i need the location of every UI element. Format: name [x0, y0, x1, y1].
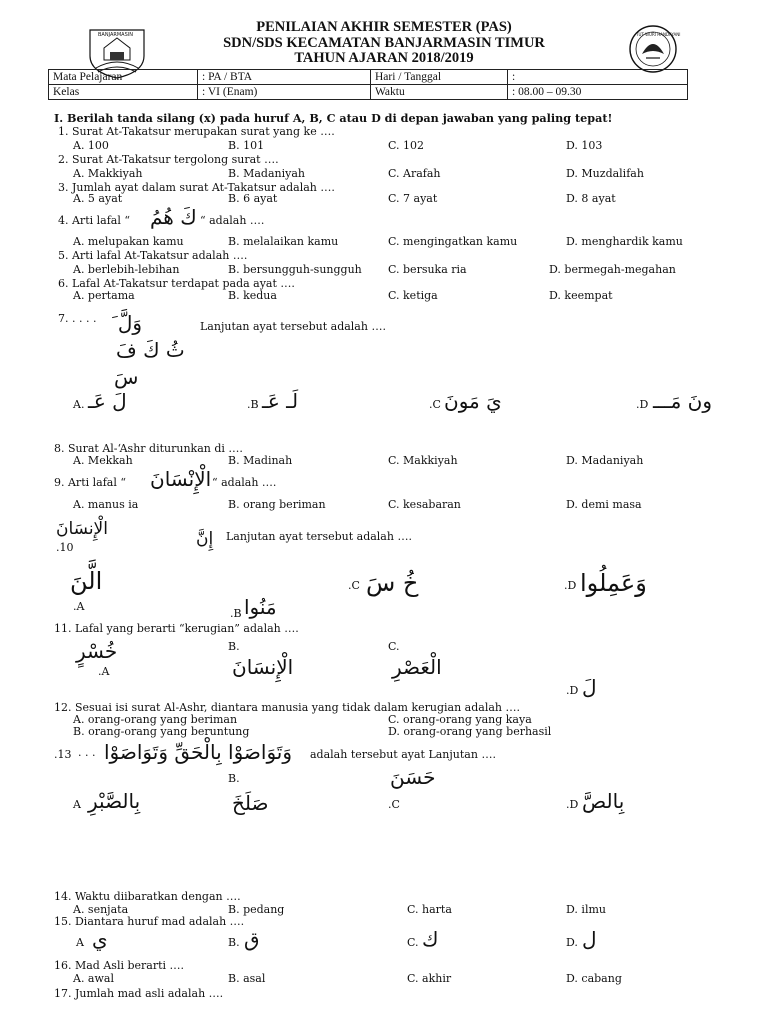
q6-option-a[interactable]: A. pertama	[73, 289, 135, 302]
day-date-value: :	[508, 70, 688, 85]
q12-option-d[interactable]: D. orang-orang yang berhasil	[388, 725, 552, 738]
question-13-number: .13	[54, 748, 72, 761]
q8-option-a[interactable]: A. Mekkah	[73, 454, 133, 467]
question-10-arabic-1: الْإِنسَانَ	[56, 519, 108, 539]
q5-option-c[interactable]: C. bersuka ria	[388, 263, 467, 276]
q11-option-a-label[interactable]: .A	[98, 665, 110, 678]
q10-option-b-label[interactable]: .B	[230, 607, 242, 620]
q10-option-d-label[interactable]: .D	[564, 579, 577, 592]
q16-option-a[interactable]: A. awal	[73, 972, 114, 985]
class-label: Kelas	[49, 85, 198, 100]
q13-option-b-label[interactable]: B.	[228, 772, 240, 785]
q8-option-b[interactable]: B. Madinah	[228, 454, 293, 467]
q3-option-d[interactable]: D. 8 ayat	[566, 192, 616, 205]
q6-option-d[interactable]: D. keempat	[549, 289, 613, 302]
question-13-dots: . . .	[78, 746, 96, 759]
time-value: : 08.00 – 09.30	[508, 85, 688, 100]
question-7-text: Lanjutan ayat tersebut adalah ….	[200, 320, 386, 333]
q13-option-a-arabic[interactable]: بِالصَّبْرِ	[88, 789, 141, 813]
section-instruction: I. Berilah tanda silang (x) pada huruf A, B, C atau D di depan jawaban yang paling tepat!	[54, 111, 613, 125]
q10-option-a-label[interactable]: .A	[73, 600, 85, 613]
question-8: 8. Surat Al-‘Ashr diturunkan di ….	[54, 442, 243, 455]
exam-header	[0, 20, 768, 67]
exam-info-table	[48, 69, 688, 100]
q1-option-c[interactable]: C. 102	[388, 139, 425, 152]
question-15: 15. Diantara huruf mad adalah ….	[54, 915, 245, 928]
banjarmasin-logo-text: BANJARMASIN	[98, 32, 133, 38]
header-year: TAHUN AJARAN 2018/2019	[294, 50, 474, 66]
question-7-arabic-3: سَ	[114, 365, 139, 389]
q9-option-c[interactable]: C. kesabaran	[388, 498, 461, 511]
question-4-suffix: “ adalah ….	[200, 214, 265, 227]
question-10-arabic-2: إِنَّ	[196, 529, 214, 549]
q11-option-d-label[interactable]: .D	[566, 684, 579, 697]
q7-option-d-arabic[interactable]: ونَ مَـــ	[653, 389, 712, 413]
q2-option-a[interactable]: A. Makkiyah	[73, 167, 143, 180]
q2-option-d[interactable]: D. Muzdalifah	[566, 167, 644, 180]
q7-option-c-label[interactable]: .C	[429, 398, 441, 411]
question-14: 14. Waktu diibaratkan dengan ….	[54, 890, 241, 903]
q16-option-d[interactable]: D. cabang	[566, 972, 622, 985]
tut-wuri-handayani-text: TUT WURI HANDAYANI	[636, 32, 681, 37]
q16-option-c[interactable]: C. akhir	[407, 972, 452, 985]
q3-option-b[interactable]: B. 6 ayat	[228, 192, 278, 205]
header-title: PENILAIAN AKHIR SEMESTER (PAS)	[256, 19, 512, 35]
subject-label: Mata Pelajaran	[49, 70, 198, 85]
q9-option-a[interactable]: A. manus ia	[73, 498, 139, 511]
time-label: Waktu	[371, 85, 508, 100]
q1-option-d[interactable]: D. 103	[566, 139, 603, 152]
q15-option-b-label[interactable]: B.	[228, 936, 240, 949]
q4-option-d[interactable]: D. menghardik kamu	[566, 235, 683, 248]
question-4-arabic: كَ هُمُ	[150, 205, 197, 229]
q15-option-d-arabic[interactable]: ل	[582, 927, 597, 951]
q7-option-c-arabic[interactable]: يَ مَونَ	[444, 389, 502, 413]
q15-option-d-label[interactable]: D.	[566, 936, 578, 949]
q5-option-d[interactable]: D. bermegah-megahan	[549, 263, 676, 276]
q11-option-c-arabic[interactable]: الْعَصْرِ	[392, 655, 442, 679]
question-6: 6. Lafal At-Takatsur terdapat pada ayat ….	[58, 277, 295, 290]
q4-option-b[interactable]: B. melalaikan kamu	[228, 235, 339, 248]
q6-option-c[interactable]: C. ketiga	[388, 289, 438, 302]
q10-option-c-label[interactable]: .C	[348, 579, 360, 592]
question-7-number: 7. . . . .	[58, 312, 97, 325]
day-date-label: Hari / Tanggal	[371, 70, 508, 85]
q12-option-c[interactable]: C. orang-orang yang kaya	[388, 713, 532, 726]
q11-option-b-label[interactable]: B.	[228, 640, 240, 653]
class-value: : VI (Enam)	[198, 85, 371, 100]
question-1: 1. Surat At-Takatsur merupakan surat yang ke ….	[58, 125, 335, 138]
q15-option-c-label[interactable]: C.	[407, 936, 419, 949]
q14-option-b[interactable]: B. pedang	[228, 903, 285, 916]
header-school: SDN/SDS KECAMATAN BANJARMASIN TIMUR	[223, 34, 545, 51]
q13-option-c-label[interactable]: .C	[388, 798, 400, 811]
q14-option-a[interactable]: A. senjata	[73, 903, 129, 916]
question-3: 3. Jumlah ayat dalam surat At-Takatsur adalah ….	[58, 181, 335, 194]
q5-option-b[interactable]: B. bersungguh-sungguh	[228, 263, 362, 276]
q10-option-a-arabic[interactable]: الَّنَ	[70, 567, 103, 595]
question-7-arabic-2: ثُ كَ فَ	[116, 338, 185, 362]
q13-option-c-arabic[interactable]: حَسَنَ	[390, 765, 436, 789]
question-10-text: Lanjutan ayat tersebut adalah ….	[226, 530, 412, 543]
q5-option-a[interactable]: A. berlebih-lebihan	[73, 263, 180, 276]
q9-option-b[interactable]: B. orang beriman	[228, 498, 326, 511]
q10-option-d-arabic[interactable]: وَعَمِلُوا	[580, 569, 647, 597]
q3-option-a[interactable]: A. 5 ayat	[73, 192, 123, 205]
q12-option-b[interactable]: B. orang-orang yang beruntung	[73, 725, 250, 738]
q13-option-b-arabic[interactable]: صَلَخَ	[232, 791, 269, 815]
question-16: 16. Mad Asli berarti ….	[54, 959, 185, 972]
question-9-suffix: “ adalah ….	[212, 476, 277, 489]
q11-option-b-arabic[interactable]: الْإِنسَانَ	[232, 655, 294, 679]
q10-option-c-arabic[interactable]: خُ سَ	[366, 569, 419, 597]
q7-option-b-arabic[interactable]: لَـ عَـ	[262, 389, 299, 413]
question-2: 2. Surat At-Takatsur tergolong surat ….	[58, 153, 279, 166]
q7-option-b-label[interactable]: .B	[247, 398, 259, 411]
q8-option-d[interactable]: D. Madaniyah	[566, 454, 644, 467]
question-10-number: .10	[56, 541, 74, 554]
question-9-arabic: الْإِنْسَانَ	[150, 467, 212, 491]
q14-option-c[interactable]: C. harta	[407, 903, 452, 916]
q11-option-d-arabic[interactable]: لَ	[582, 675, 597, 699]
q16-option-b[interactable]: B. asal	[228, 972, 266, 985]
question-5: 5. Arti lafal At-Takatsur adalah ….	[58, 249, 248, 262]
q8-option-c[interactable]: C. Makkiyah	[388, 454, 458, 467]
question-4-prefix: 4. Arti lafal “	[58, 214, 130, 227]
question-11: 11. Lafal yang berarti “kerugian” adalah ….	[54, 622, 299, 635]
q1-option-b[interactable]: B. 101	[228, 139, 265, 152]
q4-option-c[interactable]: C. mengingatkan kamu	[388, 235, 518, 248]
q3-option-c[interactable]: C. 7 ayat	[388, 192, 438, 205]
q15-option-c-arabic[interactable]: ك	[422, 927, 439, 951]
q2-option-c[interactable]: C. Arafah	[388, 167, 441, 180]
question-12: 12. Sesuai isi surat Al-Ashr, diantara manusia yang tidak dalam kerugian adalah ….	[54, 701, 520, 714]
question-13-arabic: وَتَوَاصَوْا بِالْحَقِّ وَتَوَاصَوْا	[104, 740, 293, 764]
question-13-text: adalah tersebut ayat Lanjutan ….	[310, 748, 496, 761]
q11-option-a-arabic[interactable]: خُسْرٍ	[76, 639, 118, 663]
subject-value: : PA / BTA	[198, 70, 371, 85]
q9-option-d[interactable]: D. demi masa	[566, 498, 642, 511]
q6-option-b[interactable]: B. kedua	[228, 289, 277, 302]
question-9-prefix: 9. Arti lafal “	[54, 476, 126, 489]
q12-option-a[interactable]: A. orang-orang yang beriman	[73, 713, 238, 726]
q15-option-a-label[interactable]: A	[76, 936, 84, 949]
q13-option-d-label[interactable]: .D	[566, 798, 579, 811]
q7-option-a-label[interactable]: A.	[73, 398, 85, 411]
q15-option-b-arabic[interactable]: ق	[244, 927, 260, 951]
q7-option-a-arabic[interactable]: لَ عَـ	[88, 389, 127, 413]
q11-option-c-label[interactable]: C.	[388, 640, 400, 653]
q2-option-b[interactable]: B. Madaniyah	[228, 167, 305, 180]
q7-option-d-label[interactable]: .D	[636, 398, 649, 411]
question-17: 17. Jumlah mad asli adalah ….	[54, 987, 224, 1000]
q14-option-d[interactable]: D. ilmu	[566, 903, 606, 916]
question-7-arabic-1: وَلَّ َ	[112, 311, 143, 335]
q13-option-a-label[interactable]: A	[73, 798, 81, 811]
q1-option-a[interactable]: A. 100	[73, 139, 109, 152]
q10-option-b-arabic[interactable]: مَنُوا	[244, 595, 277, 619]
q4-option-a[interactable]: A. melupakan kamu	[73, 235, 184, 248]
q13-option-d-arabic[interactable]: بِالصَّ	[582, 789, 625, 813]
q15-option-a-arabic[interactable]: ي	[92, 927, 108, 951]
